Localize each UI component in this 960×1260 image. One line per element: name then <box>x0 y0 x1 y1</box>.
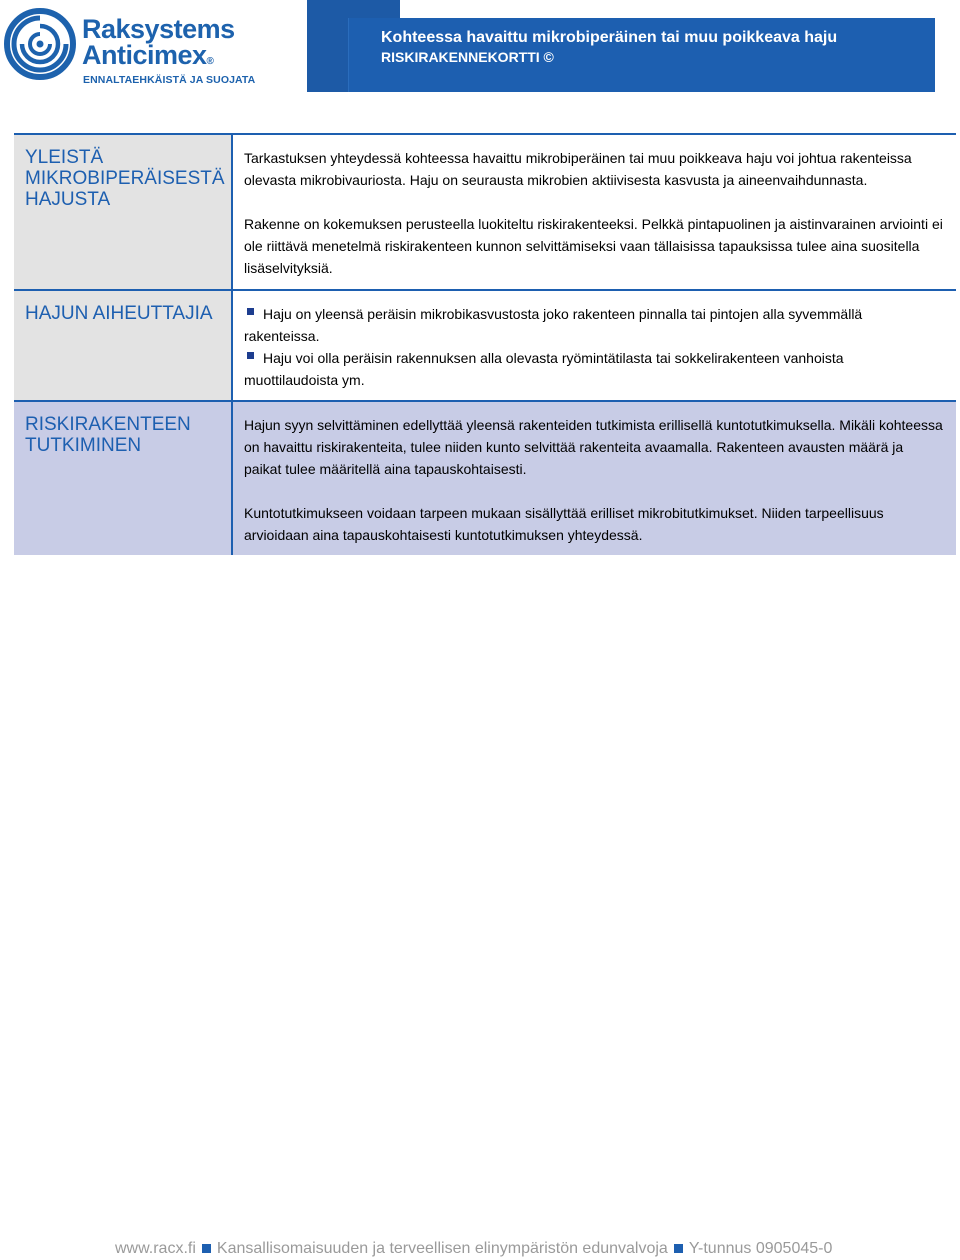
logo-line2: Anticimex® <box>82 40 214 70</box>
separator-square-icon <box>674 1244 683 1253</box>
section-body <box>233 402 956 555</box>
paragraph: Kuntotutkimukseen voidaan tarpeen mukaan sisällyttää erilliset mikrobitutkimukset. Niiden tarpeellisuus arvioidaan aina tapauskohtaisesti kuntotutkimuksen yhteydessä. <box>244 505 884 543</box>
anticimex-logo-icon <box>4 8 76 80</box>
risk-card-table <box>14 133 956 555</box>
footer <box>115 1240 832 1258</box>
page-subtitle: RISKIRAKENNEKORTTI © <box>381 49 554 65</box>
page-title: Kohteessa havaittu mikrobiperäinen tai muu poikkeava haju <box>381 29 838 46</box>
section-label: HAJUN AIHEUTTAJIA <box>14 291 233 400</box>
section-label: YLEISTÄ MIKROBIPERÄISESTÄ HAJUSTA <box>14 135 233 289</box>
section-body <box>233 291 956 400</box>
paragraph: Tarkastuksen yhteydessä kohteessa havaittu mikrobiperäinen tai muu poikkeava haju voi johtua rakenteissa olevasta mikrobivauriosta. Haju on seurausta mikrobien aktiivisesta kasvusta ja aineenvaihdunnasta. <box>244 150 912 188</box>
section-investigation <box>14 400 956 555</box>
footer-business-id: Y-tunnus 0905045-0 <box>688 1240 833 1257</box>
list-item: Haju on yleensä peräisin mikrobikasvustosta joko rakenteen pinnalla tai pintojen alla syvemmällä rakenteissa. <box>244 306 863 344</box>
bullet-square-icon <box>247 352 254 359</box>
section-general <box>14 135 956 289</box>
header-banner <box>348 18 935 92</box>
list-item: Haju voi olla peräisin rakennuksen alla olevasta ryömintätilasta tai sokkelirakenteen vanhoista muottilaudoista ym. <box>244 350 844 388</box>
section-body <box>233 135 956 289</box>
footer-website: www.racx.fi <box>115 1240 196 1257</box>
section-causes <box>14 289 956 400</box>
logo-line1: Raksystems <box>82 14 235 44</box>
paragraph: Rakenne on kokemuksen perusteella luokiteltu riskirakenteeksi. Pelkkä pintapuolinen ja aistinvarainen arviointi ei ole riittävä menetelmä riskirakenteen kunnon selvittämiseksi vaan tällaisissa tapauksissa tulee aina suositella lisäselvityksiä. <box>244 216 943 276</box>
footer-slogan: Kansallisomaisuuden ja terveellisen elinympäristön edunvalvoja <box>216 1240 668 1257</box>
paragraph: Hajun syyn selvittäminen edellyttää yleensä rakenteiden tutkimista erillisellä kuntotutkimuksella. Mikäli kohteessa on havaittu riskirakenteita, tulee niiden kunto selvittää rakenteita avaamalla. Rakenteen avausten määrä ja paikat tulee määritellä aina tapauskohtaisesti. <box>244 417 943 477</box>
bullet-square-icon <box>247 308 254 315</box>
section-label: RISKIRAKENTEEN TUTKIMINEN <box>14 402 233 555</box>
logo-tagline: ENNALTAEHKÄISTÄ JA SUOJATA <box>83 74 256 86</box>
separator-square-icon <box>202 1244 211 1253</box>
company-logo <box>4 8 256 88</box>
